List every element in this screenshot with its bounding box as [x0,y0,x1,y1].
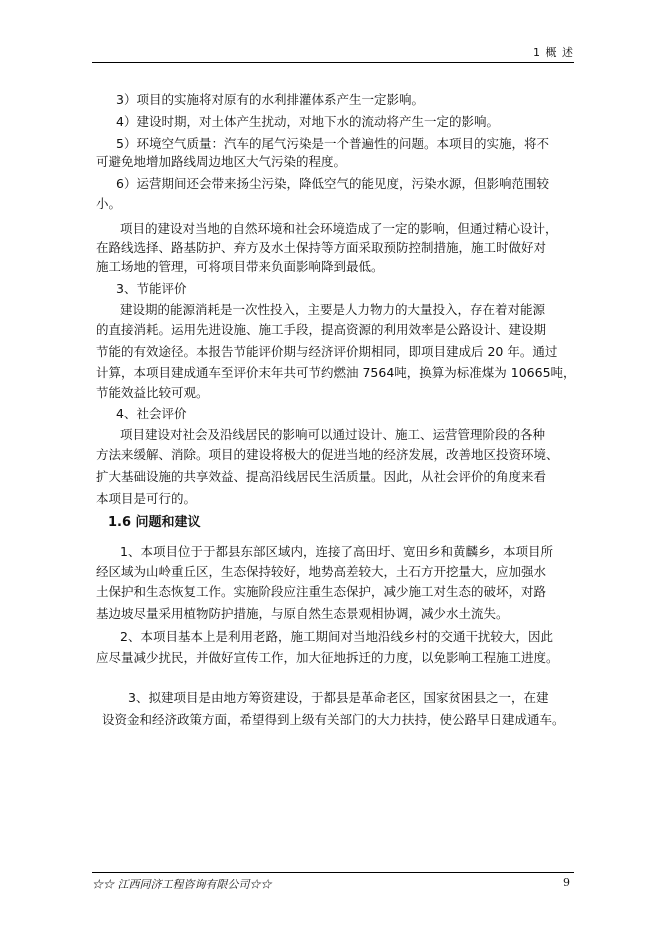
paragraph-line: 小。 [96,196,122,211]
paragraph-line: 施工场地的管理，可将项目带来负面影响降到最低。 [96,259,384,274]
paragraph-line: 建设期的能源消耗是一次性投入，主要是人力物力的大量投入，存在着对能源 [120,302,546,317]
paragraph-line: 5）环境空气质量：汽车的尾气污染是一个普遍性的问题。本项目的实施，将不 [116,136,549,151]
paragraph-line: 3）项目的实施将对原有的水利排灌体系产生一定影响。 [116,92,424,107]
paragraph-line: 计算，本项目建成通车至评价末年共可节约燃油 7564吨，换算为标准煤为 10665吨， [96,365,576,380]
paragraph-line: 本项目是可行的。 [96,491,197,506]
paragraph-line: 方法来缓解、消除。项目的建设将极大的促进当地的经济发展，改善地区投资环境、 [96,447,559,462]
paragraph-line: 在路线选择、路基防护、弃方及水土保持等方面采取预防控制措施，施工时做好对 [96,240,547,255]
paragraph-line: 的直接消耗。运用先进设施、施工手段，提高资源的利用效率是公路设计、建设期 [96,322,547,337]
paragraph-line: 1、本项目位于于都县东部区域内，连接了高田圩、宽田乡和黄麟乡，本项目所 [120,544,553,559]
paragraph-line: 设资金和经济政策方面，希望得到上级有关部门的大力扶持，使公路早日建成通车。 [102,712,565,727]
section-heading: 1.6 问题和建议 [108,515,201,530]
page-header [92,44,574,63]
paragraph-line: 节能的有效途径。本报告节能评价期与经济评价期相同，即项目建成后 20 年。通过 [96,344,558,359]
paragraph-line: 节能效益比较可观。 [96,385,209,400]
header-chapter-title: 1 概 述 [533,46,574,59]
paragraph-line: 4）建设时期，对土体产生扰动，对地下水的流动将产生一定的影响。 [116,114,499,129]
paragraph-line: 项目的建设对当地的自然环境和社会环境造成了一定的影响，但通过精心设计， [120,221,558,236]
paragraph-line: 经区域为山岭重丘区，生态保持较好，地势高差较大，土石方开挖量大，应加强水 [96,564,547,579]
paragraph-line: 基边坡尽量采用植物防护措施，与原自然生态景观相协调，减少水土流失。 [96,606,509,621]
paragraph-line: 可避免地增加路线周边地区大气污染的程度。 [96,154,347,169]
paragraph-line: 6）运营期间还会带来扬尘污染，降低空气的能见度，污染水源，但影响范围较 [116,176,549,191]
page-number: 9 [563,876,570,889]
paragraph-line: 应尽量减少扰民，并做好宣传工作，加大征地拆迁的力度，以免影响工程施工进度。 [96,650,559,665]
subsection-title: 4、社会评价 [116,406,187,421]
paragraph-line: 项目建设对社会及沿线居民的影响可以通过设计、施工、运营管理阶段的各种 [120,427,546,442]
paragraph-line: 2、本项目基本上是利用老路，施工期间对当地沿线乡村的交通干扰较大，因此 [120,629,553,644]
footer-company-name: ☆☆ 江西同济工程咨询有限公司☆☆ [92,878,272,891]
page-footer [92,872,574,889]
paragraph-line: 3、拟建项目是由地方筹资建设，于都县是革命老区，国家贫困县之一，在建 [128,690,549,705]
subsection-title: 3、节能评价 [116,281,187,296]
paragraph-line: 土保护和生态恢复工作。实施阶段应注重生态保护，减少施工对生态的破坏，对路 [96,584,547,599]
paragraph-line: 扩大基础设施的共享效益、提高沿线居民生活质量。因此，从社会评价的角度来看 [96,469,547,484]
